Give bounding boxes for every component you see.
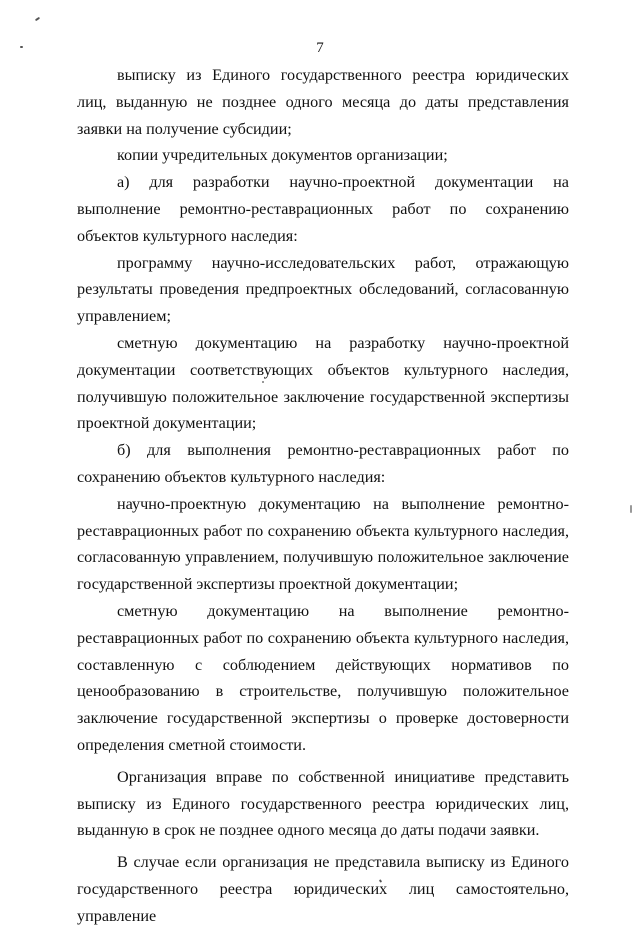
paragraph: б) для выполнения ремонтно-реставрационных работ по сохранению объектов культурного наследия: (77, 441, 569, 486)
paragraph: Организация вправе по собственной инициативе представить выписку из Единого государственного реестра юридических лиц, выданную в срок не позднее одного месяца до даты подачи заявки. (77, 767, 569, 840)
paragraph: а) для разработки научно-проектной документации на выполнение ремонтно-реставрационных работ по сохранению объектов культурного наследия: (77, 173, 569, 245)
scan-speck (35, 17, 40, 22)
scan-speck (630, 505, 632, 513)
paragraph: копии учредительных документов организации; (117, 146, 448, 165)
paragraph: сметную документацию на разработку научно-проектной документации соответствующих объектов культурного наследия, получившую положительное заключение государственной экспертизы проектной документации; (77, 333, 569, 433)
paragraph: сметную документацию на выполнение ремонтно-реставрационных работ по сохранению объекта культурного наследия, составленную с соблюдением действующих нормативов по ценообразованию в строительстве, получившую положительное заключение государственной экспертизы о проверке достоверности определения сметной стоимости. (77, 601, 569, 754)
paragraph: научно-проектную документацию на выполнение ремонтно-реставрационных работ по сохранению объекта культурного наследия, согласованную управлением, получившую положительное заключение государственной экспертизы проектной документации; (77, 494, 569, 594)
document-body (77, 62, 569, 930)
paragraph: программу научно-исследовательских работ, отражающую результаты проведения предпроектных обследований, согласованную управлением; (77, 253, 569, 326)
paragraph: В случае если организация не представила выписку из Единого государственного реестра юридических лиц самостоятельно, управление (77, 853, 569, 925)
paragraph: выписку из Единого государственного реестра юридических лиц, выданную не позднее одного месяца до даты представления заявки на получение субсидии; (77, 66, 569, 138)
page-number: 7 (316, 40, 324, 56)
